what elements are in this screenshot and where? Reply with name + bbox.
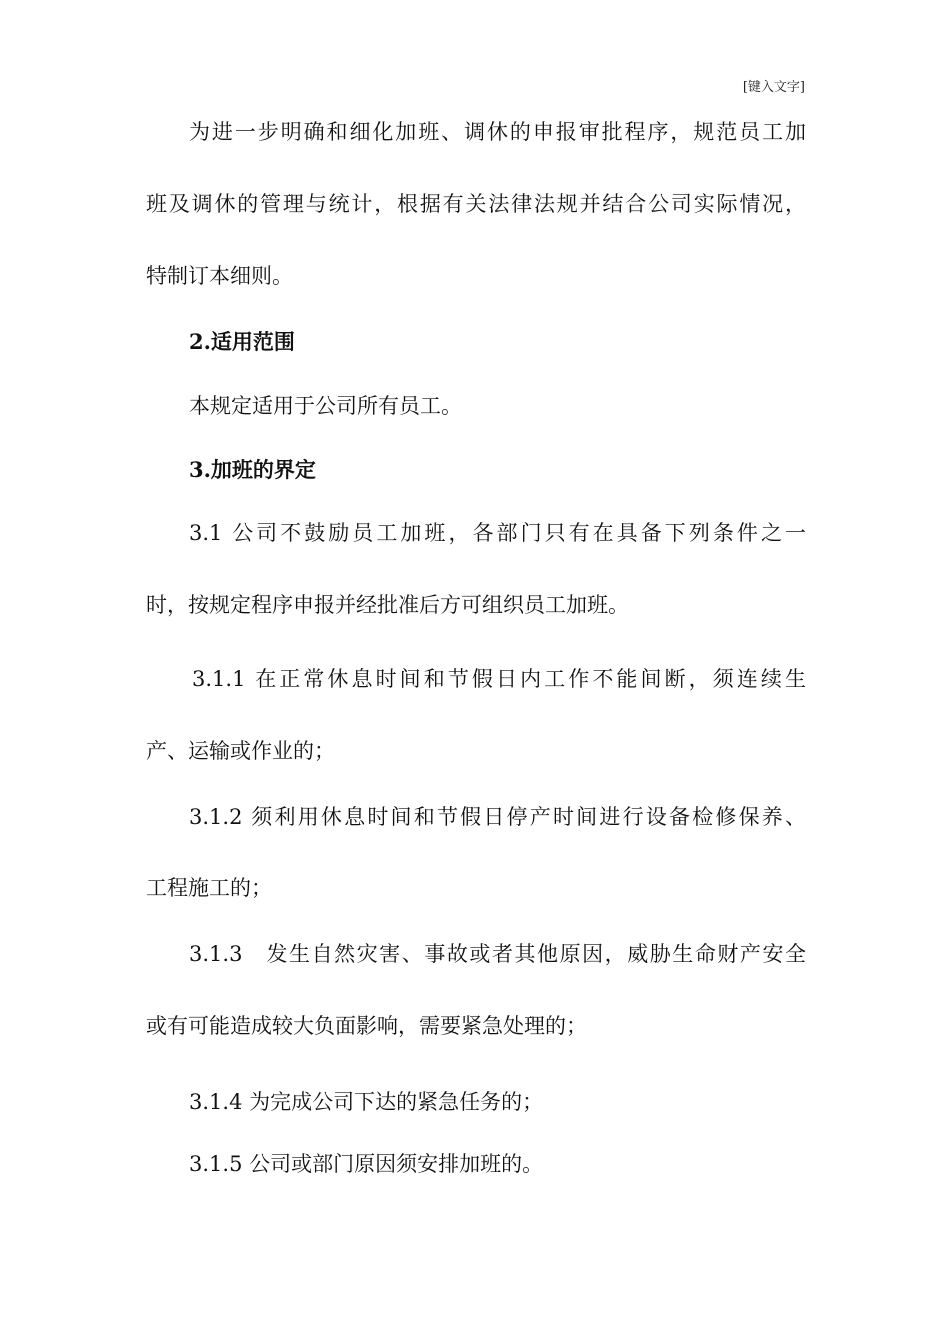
paragraph-line: 或有可能造成较大负面影响，需要紧急处理的； bbox=[146, 1014, 587, 1038]
section-heading: 2.适用范围 bbox=[189, 329, 295, 354]
paragraph-line: 3.1.4 为完成公司下达的紧急任务的； bbox=[189, 1090, 544, 1114]
page-header: [键入文字] bbox=[742, 80, 805, 95]
paragraph-line: 时，按规定程序申报并经批准后方可组织员工加班。 bbox=[146, 593, 629, 617]
paragraph-line: 3.1.5 公司或部门原因须安排加班的。 bbox=[189, 1152, 544, 1176]
paragraph-line: 本规定适用于公司所有员工。 bbox=[189, 394, 462, 418]
paragraph-line: 班及调休的管理与统计，根据有关法律法规并结合公司实际情况， bbox=[146, 192, 806, 216]
paragraph-line: 3.1 公司不鼓励员工加班，各部门只有在具备下列条件之一 bbox=[189, 521, 806, 545]
paragraph-line: 3.1.3 发生自然灾害、事故或者其他原因，威胁生命财产安全 bbox=[189, 942, 806, 966]
paragraph-line: 为进一步明确和细化加班、调休的申报审批程序，规范员工加 bbox=[189, 120, 806, 144]
section-heading: 3.加班的界定 bbox=[189, 457, 316, 482]
paragraph-line: 3.1.1 在正常休息时间和节假日内工作不能间断，须连续生 bbox=[192, 667, 806, 691]
paragraph-line: 3.1.2 须利用休息时间和节假日停产时间进行设备检修保养、 bbox=[189, 805, 806, 829]
paragraph-line: 工程施工的； bbox=[146, 876, 272, 900]
paragraph-line: 特制订本细则。 bbox=[146, 264, 293, 288]
paragraph-line: 产、运输或作业的； bbox=[146, 739, 335, 763]
